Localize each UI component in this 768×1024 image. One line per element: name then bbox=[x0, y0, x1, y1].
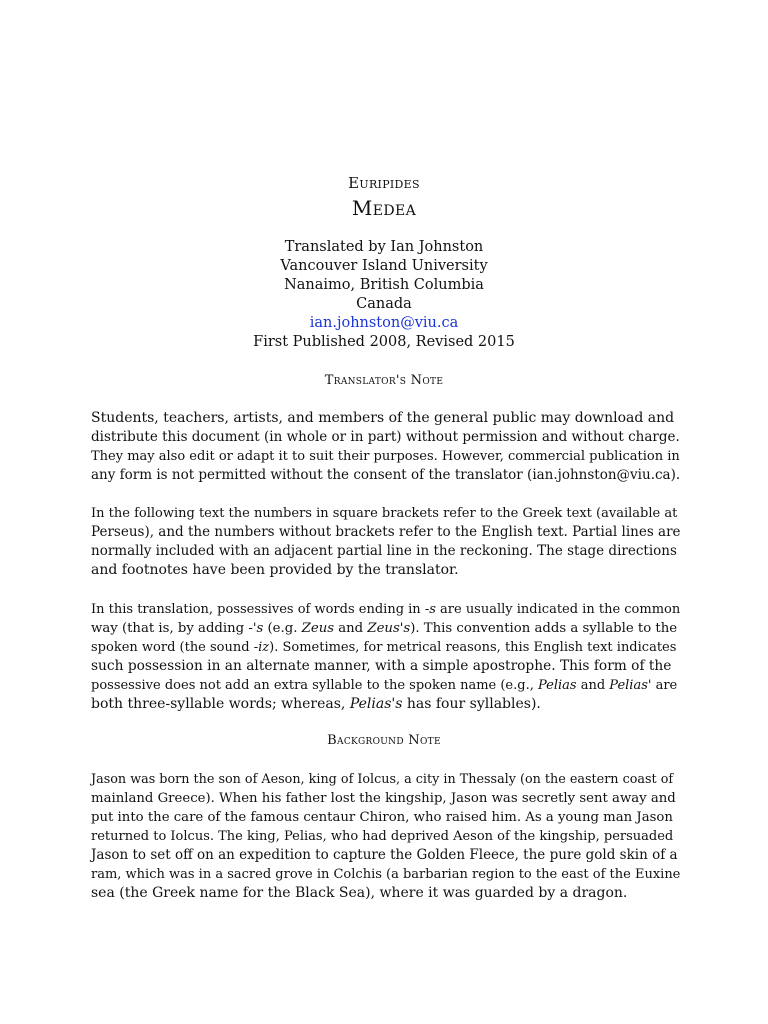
text-line: any form is not permitted without the consent of the translator (ian.johnston@viu.ca). bbox=[91, 467, 681, 483]
text-line: Perseus), and the numbers without brackets refer to the English text. Partial lines are bbox=[91, 524, 681, 540]
country-line: Canada bbox=[356, 296, 412, 312]
text-line: ram, which was in a sacred grove in Colchis (a barbarian region to the east of the Euxine bbox=[91, 867, 681, 882]
email-link[interactable]: ian.johnston@viu.ca bbox=[309, 315, 459, 331]
city-line: Nanaimo, British Columbia bbox=[284, 277, 484, 293]
text-line: put into the care of the famous centaur Chiron, who raised him. As a young man Jason bbox=[91, 810, 673, 825]
text-line: sea (the Greek name for the Black Sea), where it was guarded by a dragon. bbox=[91, 885, 628, 901]
publication-line: First Published 2008, Revised 2015 bbox=[253, 334, 515, 350]
text-line: possessive does not add an extra syllable to the spoken name (e.g., Pelias and Pelias' are bbox=[91, 678, 678, 693]
text-line: In this translation, possessives of words ending in -s are usually indicated in the common bbox=[91, 602, 681, 617]
text-line: mainland Greece). When his father lost the kingship, Jason was secretly sent away and bbox=[91, 791, 676, 806]
translators-note-paragraph-3 bbox=[91, 600, 681, 714]
text-line: Students, teachers, artists, and members of the general public may download and bbox=[91, 410, 675, 426]
text-line: distribute this document (in whole or in part) without permission and without charge. bbox=[91, 429, 680, 445]
text-line: returned to Iolcus. The king, Pelias, who had deprived Aeson of the kingship, persuaded bbox=[91, 829, 674, 844]
translators-note-paragraph-2 bbox=[91, 504, 681, 580]
text-line: spoken word (the sound -iz). Sometimes, for metrical reasons, this English text indicates bbox=[91, 640, 677, 655]
text-line: both three-syllable words; whereas, Pelias's has four syllables). bbox=[91, 696, 541, 712]
credits-block bbox=[0, 238, 768, 352]
work-title: Medea bbox=[351, 196, 417, 220]
text-line: such possession in an alternate manner, with a simple apostrophe. This form of the bbox=[91, 658, 672, 674]
author-name: Euripides bbox=[348, 174, 420, 192]
background-note-paragraph bbox=[91, 770, 681, 903]
translators-note-heading: Translator's Note bbox=[324, 373, 444, 388]
text-line: In the following text the numbers in square brackets refer to the Greek text (available at bbox=[91, 506, 678, 521]
text-line: way (that is, by adding -'s (e.g. Zeus and Zeus's). This convention adds a syllable to the bbox=[91, 621, 678, 636]
text-line: and footnotes have been provided by the translator. bbox=[91, 562, 459, 578]
translator-line: Translated by Ian Johnston bbox=[284, 239, 484, 255]
translators-note-paragraph-1 bbox=[91, 409, 681, 485]
institution-line: Vancouver Island University bbox=[280, 258, 488, 274]
text-line: Jason was born the son of Aeson, king of Iolcus, a city in Thessaly (on the eastern coast of bbox=[91, 772, 674, 787]
text-line: Jason to set off on an expedition to capture the Golden Fleece, the pure gold skin of a bbox=[91, 847, 678, 863]
text-line: They may also edit or adapt it to suit their purposes. However, commercial publication in bbox=[91, 449, 680, 464]
text-line: normally included with an adjacent partial line in the reckoning. The stage directions bbox=[91, 543, 677, 559]
background-note-heading: Background Note bbox=[327, 733, 441, 748]
